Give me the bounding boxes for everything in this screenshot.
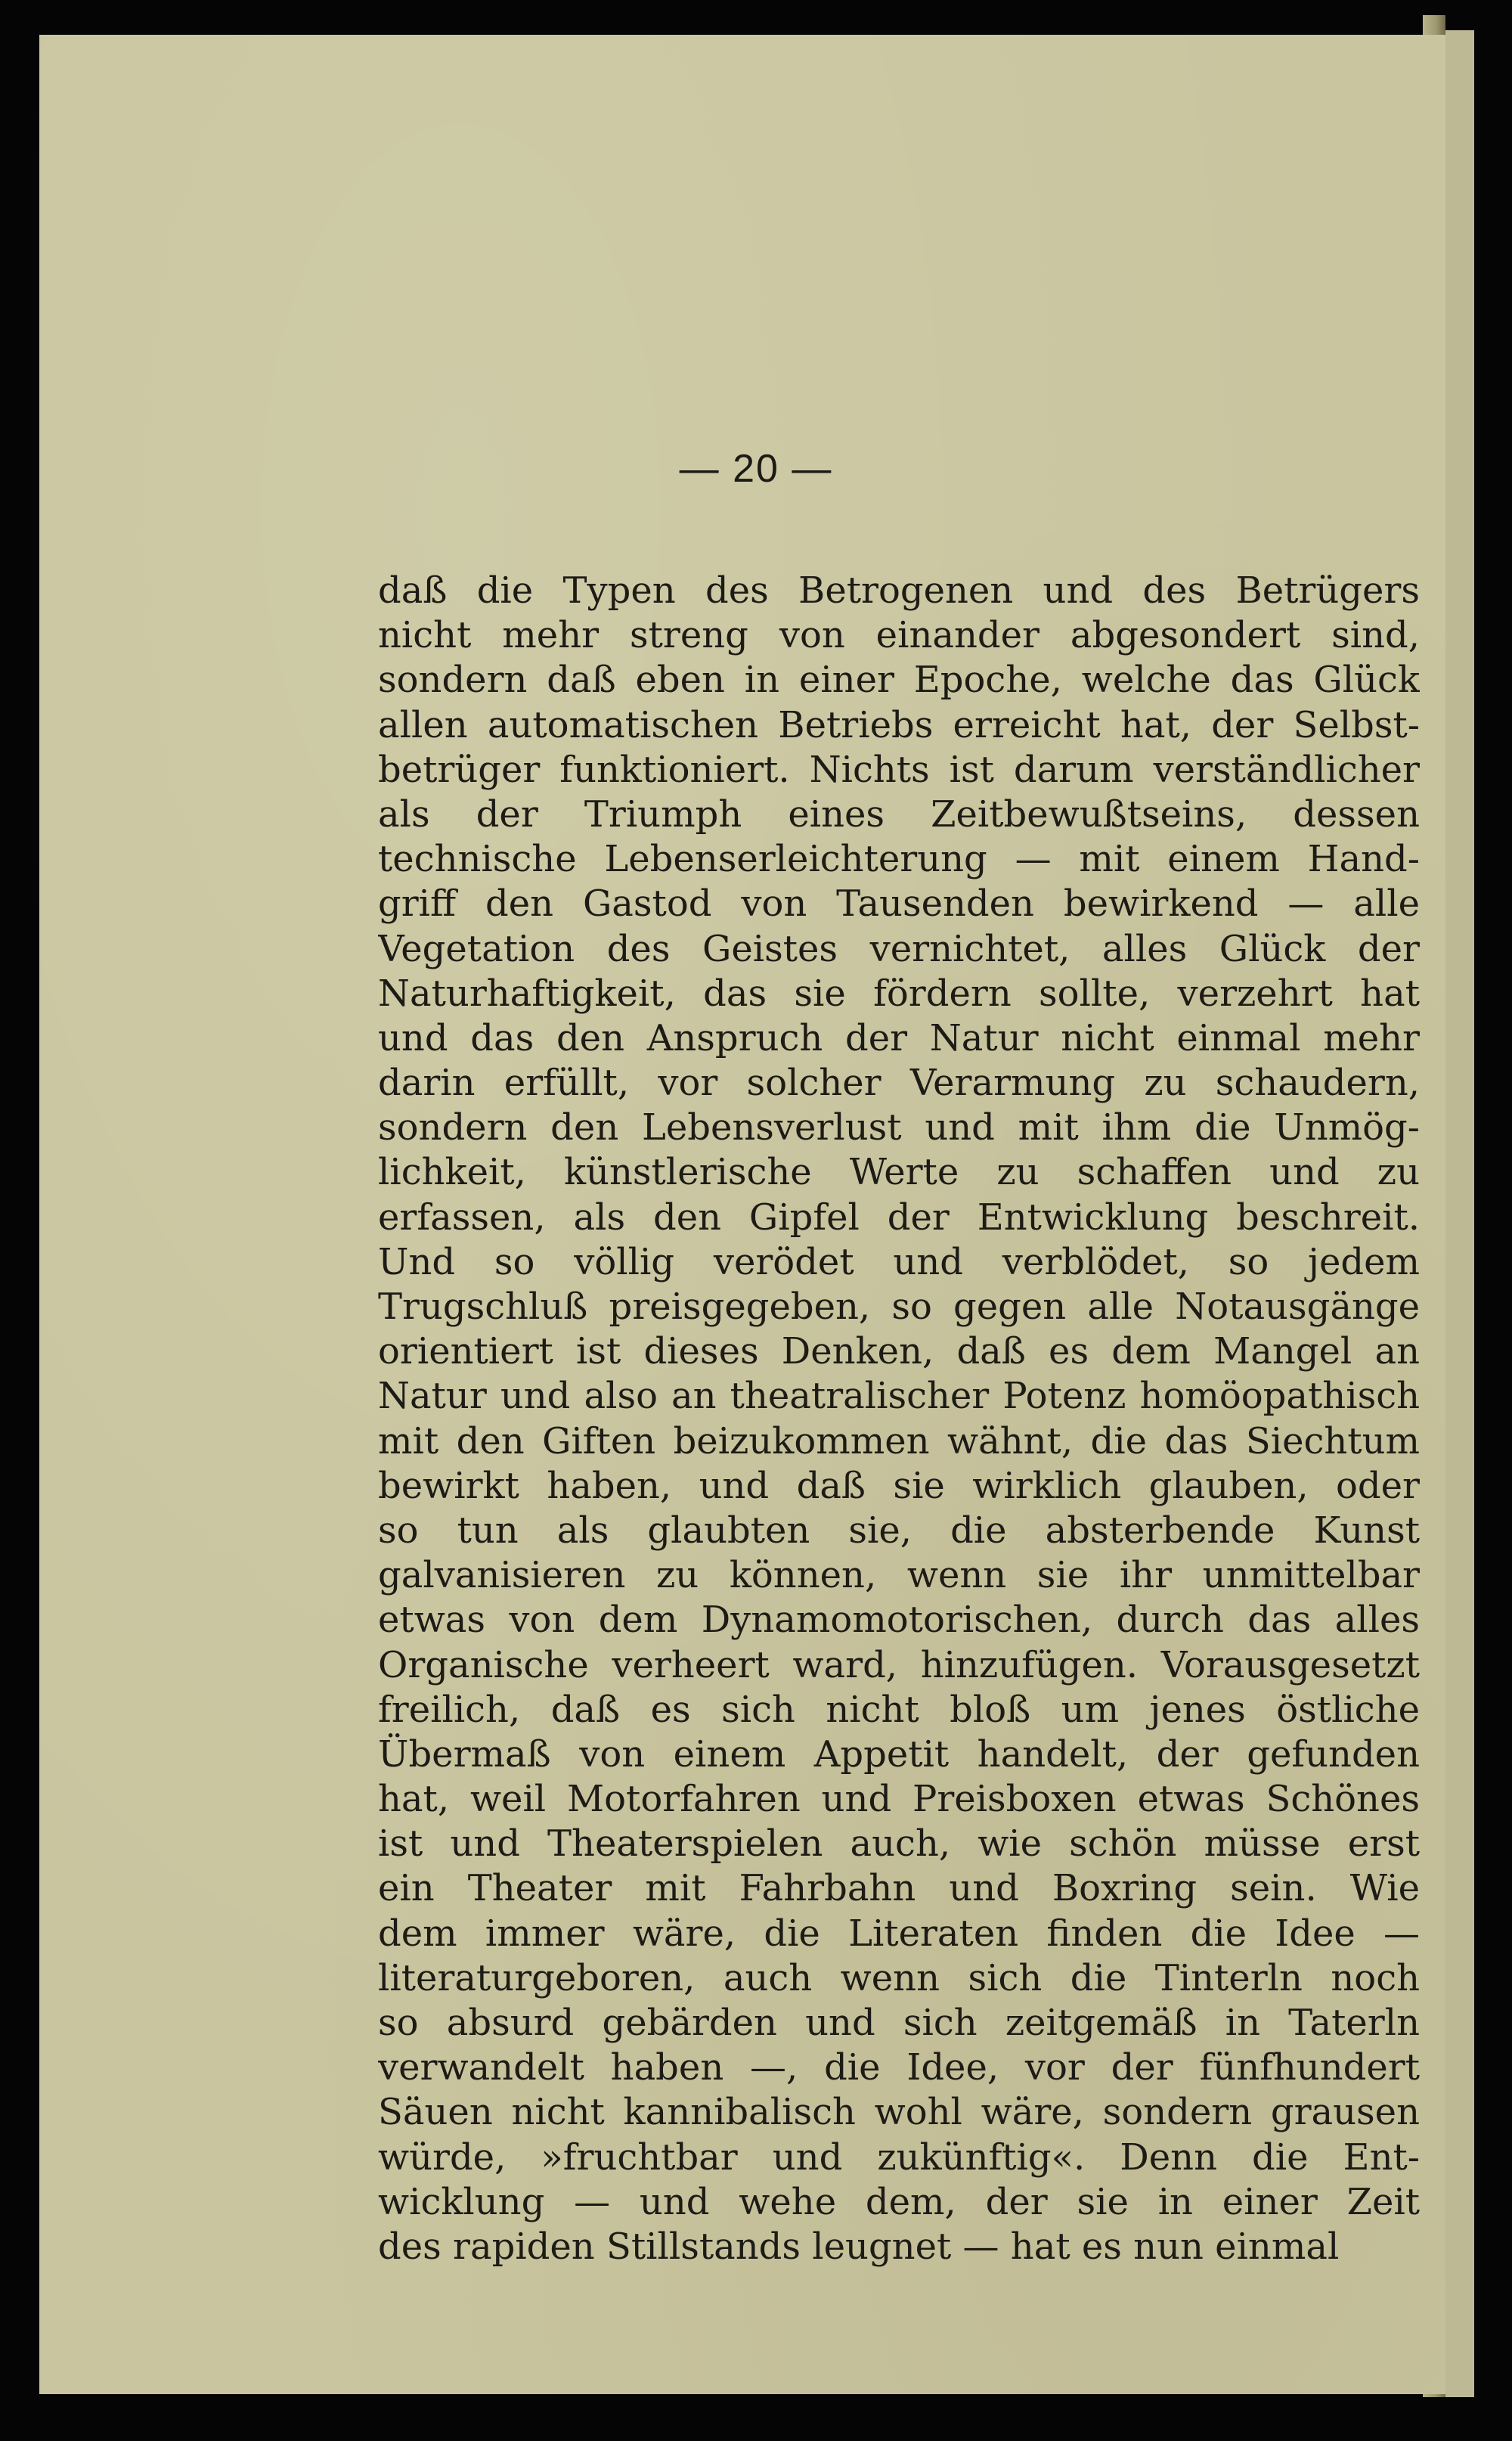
text-line: ist und Theaterspielen auch, wie schön müsse erst xyxy=(378,1822,1420,1866)
text-line: dem immer wäre, die Literaten finden die Idee — xyxy=(378,1912,1420,1955)
text-line: Und so völlig verödet und verblödet, so jedem xyxy=(378,1240,1420,1283)
text-line: Vegetation des Geistes vernichtet, alles Glück der xyxy=(378,927,1420,970)
text-line: Natur und also an theatralischer Potenz homöopathisch xyxy=(378,1375,1420,1418)
text-line: ein Theater mit Fahrbahn und Boxring sein. Wie xyxy=(378,1867,1420,1910)
text-line: Trugschluß preisgegeben, so gegen alle Notausgänge xyxy=(378,1286,1420,1328)
text-line: Übermaß von einem Appetit handelt, der gefunden xyxy=(378,1732,1420,1776)
text-line: betrüger funktioniert. Nichts ist darum verständlicher xyxy=(378,748,1420,791)
text-line: griff den Gastod von Tausenden bewirkend — alle xyxy=(378,882,1420,926)
text-line: würde, »fruchtbar und zukünftig«. Denn die Ent- xyxy=(378,2135,1420,2179)
text-line: so tun als glaubten sie, die absterbende Kunst xyxy=(378,1509,1420,1552)
text-line: literaturgeboren, auch wenn sich die Tinterln noch xyxy=(378,1956,1420,1999)
text-line: lichkeit, künstlerische Werte zu schaffen und zu xyxy=(378,1151,1420,1194)
text-line: Naturhaftigkeit, das sie fördern sollte, verzehrt hat xyxy=(378,972,1420,1015)
text-line: sondern daß eben in einer Epoche, welche das Glück xyxy=(378,659,1420,702)
text-line: daß die Typen des Betrogenen und des Betrügers xyxy=(378,569,1420,612)
text-line: so absurd gebärden und sich zeitgemäß in Taterln xyxy=(378,2002,1420,2044)
text-line: Organische verheert ward, hinzufügen. Vorausgesetzt xyxy=(378,1643,1420,1686)
body-text xyxy=(378,569,1420,2269)
adjacent-page-strip xyxy=(1445,30,1474,2397)
text-line: sondern den Lebensverlust und mit ihm die Unmög- xyxy=(378,1106,1420,1149)
text-line: allen automatischen Betriebs erreicht hat, der Selbst- xyxy=(378,703,1420,746)
text-line: des rapiden Stillstands leugnet — hat es nun einmal xyxy=(378,2225,1340,2268)
text-line: darin erfüllt, vor solcher Verarmung zu schaudern, xyxy=(378,1062,1420,1105)
text-line: technische Lebenserleichterung — mit einem Hand- xyxy=(378,838,1420,881)
text-line: als der Triumph eines Zeitbewußtseins, dessen xyxy=(378,792,1420,836)
text-line: erfassen, als den Gipfel der Entwicklung beschreit. xyxy=(378,1196,1420,1239)
text-line: mit den Giften beizukommen wähnt, die das Siechtum xyxy=(378,1419,1420,1462)
text-line: orientiert ist dieses Denken, daß es dem Mangel an xyxy=(378,1330,1420,1373)
text-line: Säuen nicht kannibalisch wohl wäre, sondern grausen xyxy=(378,2091,1420,2134)
text-line: hat, weil Motorfahren und Preisboxen etwas Schönes xyxy=(378,1778,1420,1821)
text-line: verwandelt haben —, die Idee, vor der fünfhundert xyxy=(378,2046,1420,2089)
text-line: nicht mehr streng von einander abgesondert sind, xyxy=(378,614,1420,657)
text-line: galvanisieren zu können, wenn sie ihr unmittelbar xyxy=(378,1554,1420,1597)
text-line: wicklung — und wehe dem, der sie in einer Zeit xyxy=(378,2180,1420,2223)
page-number: — 20 — xyxy=(679,447,833,491)
text-line: etwas von dem Dynamomotorischen, durch das alles xyxy=(378,1599,1420,1642)
text-line: und das den Anspruch der Natur nicht einmal mehr xyxy=(378,1016,1420,1059)
text-line: freilich, daß es sich nicht bloß um jenes östliche xyxy=(378,1688,1420,1731)
text-line: bewirkt haben, und daß sie wirklich glauben, oder xyxy=(378,1464,1420,1507)
